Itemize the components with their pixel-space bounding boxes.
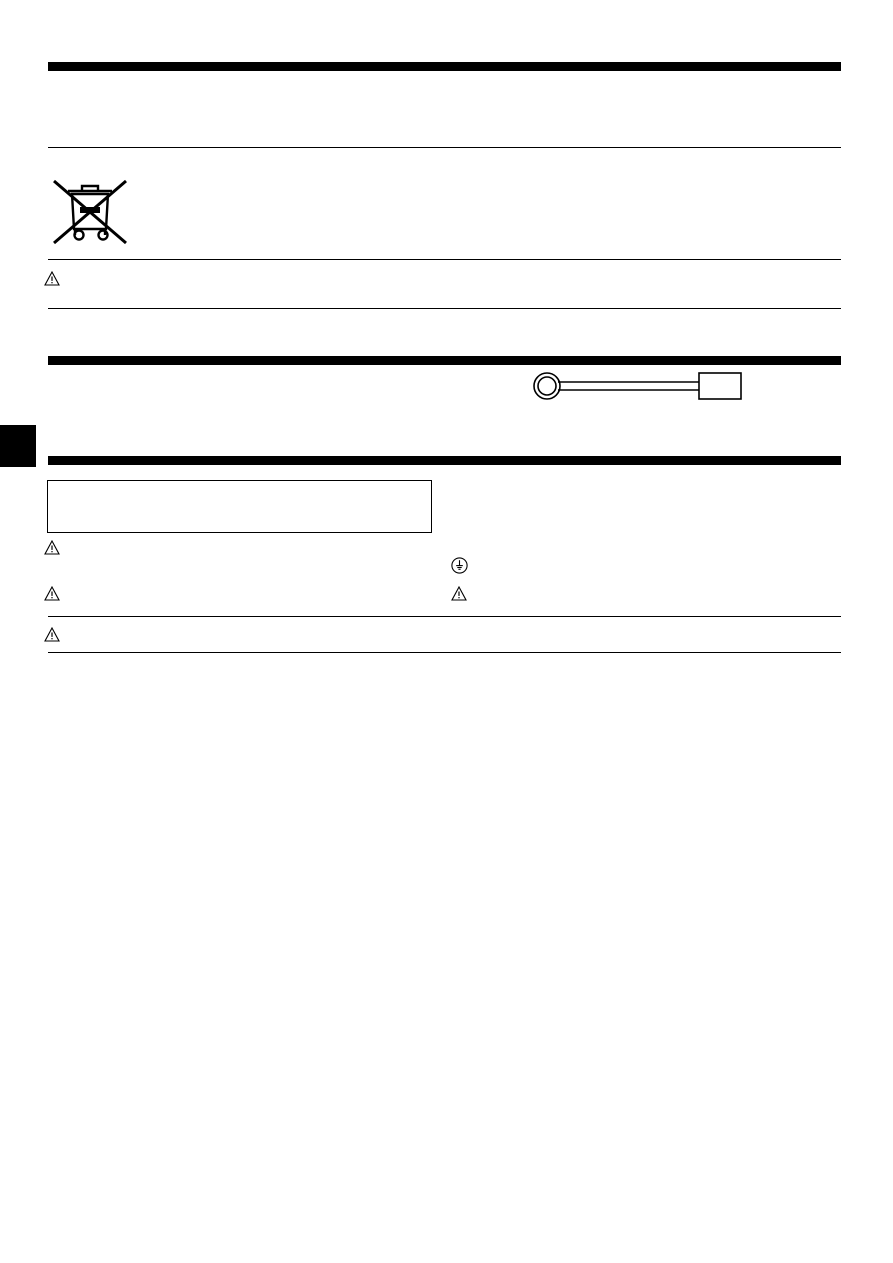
divider-below-warning-1: [48, 308, 841, 309]
warning-triangle-icon: [44, 627, 60, 642]
protective-earth-icon: [451, 557, 468, 574]
crossed-out-wheeled-bin-icon: [46, 163, 134, 251]
divider-above-weee: [48, 147, 841, 148]
section-rule-middle: [48, 356, 841, 365]
section-rule-lower: [48, 456, 841, 465]
warning-triangle-icon: [451, 586, 467, 601]
divider-below-weee: [48, 259, 841, 260]
page-tab-marker: [0, 425, 36, 467]
warning-triangle-icon: [44, 540, 60, 555]
divider-mid-notes: [48, 616, 841, 617]
warning-triangle-icon: [44, 586, 60, 601]
divider-below-notes: [48, 652, 841, 653]
hanging-tag-icon: [531, 368, 746, 408]
section-rule-top: [48, 62, 841, 71]
note-box: [47, 480, 432, 533]
warning-triangle-icon: [44, 271, 60, 286]
